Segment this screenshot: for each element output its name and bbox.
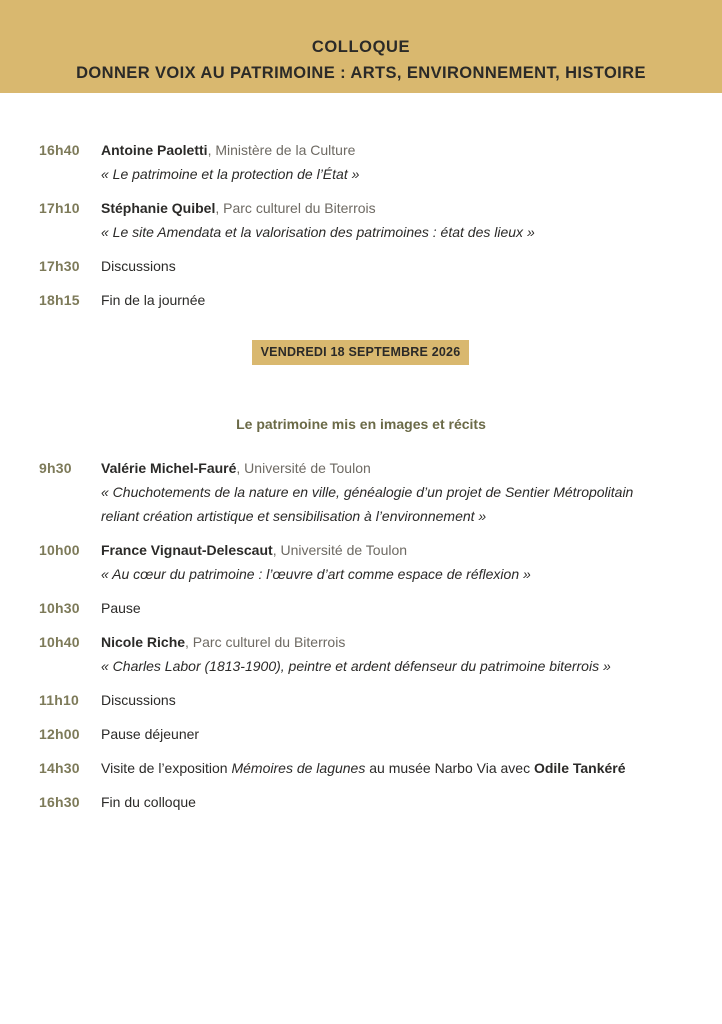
speaker-name: France Vignaut-Delescaut — [101, 542, 273, 558]
guide-name: Odile Tankéré — [533, 760, 626, 776]
talk-title: « Le patrimoine et la protection de l’État » — [101, 166, 360, 182]
speaker-affiliation: , Université de Toulon — [236, 460, 371, 476]
item-time: 17h10 — [39, 200, 80, 216]
item-speaker — [101, 200, 701, 216]
speaker-name: Stéphanie Quibel — [101, 200, 216, 216]
item-time: 10h00 — [39, 542, 80, 558]
item-time: 14h30 — [39, 760, 80, 776]
item-text: Discussions — [101, 692, 176, 708]
item-time: 18h15 — [39, 292, 80, 308]
speaker-name: Valérie Michel-Fauré — [101, 460, 237, 476]
item-text: Fin du colloque — [101, 794, 196, 810]
item-time: 16h40 — [39, 142, 80, 158]
talk-title-line1: « Chuchotements de la nature en ville, généalogie d’un projet de Sentier Métropolitain — [101, 484, 634, 500]
item-time: 11h10 — [39, 692, 79, 708]
header-title-line2: DONNER VOIX AU PATRIMOINE : ARTS, ENVIRONNEMENT, HISTOIRE — [76, 64, 646, 82]
item-time: 10h40 — [39, 634, 80, 650]
item-time: 9h30 — [39, 460, 72, 476]
item-time: 12h00 — [39, 726, 80, 742]
talk-title: « Charles Labor (1813-1900), peintre et ardent défenseur du patrimoine biterrois » — [101, 658, 611, 674]
item-speaker — [101, 634, 701, 650]
header-title-line1: COLLOQUE — [311, 38, 411, 56]
item-text: Pause déjeuner — [101, 726, 200, 742]
item-text: Discussions — [101, 258, 176, 274]
talk-title: « Le site Amendata et la valorisation des patrimoines : état des lieux » — [101, 224, 535, 240]
item-time: 10h30 — [39, 600, 80, 616]
session-title: Le patrimoine mis en images et récits — [236, 416, 486, 432]
speaker-affiliation: , Parc culturel du Biterrois — [185, 634, 346, 650]
speaker-affiliation: , Parc culturel du Biterrois — [215, 200, 376, 216]
exhibition-title: Mémoires de lagunes — [231, 760, 366, 776]
talk-title-line2: reliant création artistique et sensibilisation à l’environnement » — [101, 508, 487, 524]
speaker-name: Antoine Paoletti — [101, 142, 208, 158]
visit-text-start: Visite de l’exposition — [101, 760, 232, 776]
item-text: Pause — [101, 600, 141, 616]
speaker-name: Nicole Riche — [101, 634, 186, 650]
item-time: 17h30 — [39, 258, 80, 274]
item-text — [101, 760, 701, 776]
item-speaker — [101, 460, 701, 476]
item-speaker — [101, 542, 701, 558]
item-speaker — [101, 142, 701, 158]
item-time: 16h30 — [39, 794, 80, 810]
speaker-affiliation: , Ministère de la Culture — [207, 142, 356, 158]
speaker-affiliation: , Université de Toulon — [272, 542, 408, 558]
talk-title: « Au cœur du patrimoine : l’œuvre d’art comme espace de réflexion » — [101, 566, 531, 582]
colloquium-header — [0, 0, 722, 93]
item-text: Fin de la journée — [101, 292, 206, 308]
visit-text-middle: au musée Narbo Via avec — [365, 760, 534, 776]
day-banner: VENDREDI 18 SEPTEMBRE 2026 — [252, 340, 469, 365]
